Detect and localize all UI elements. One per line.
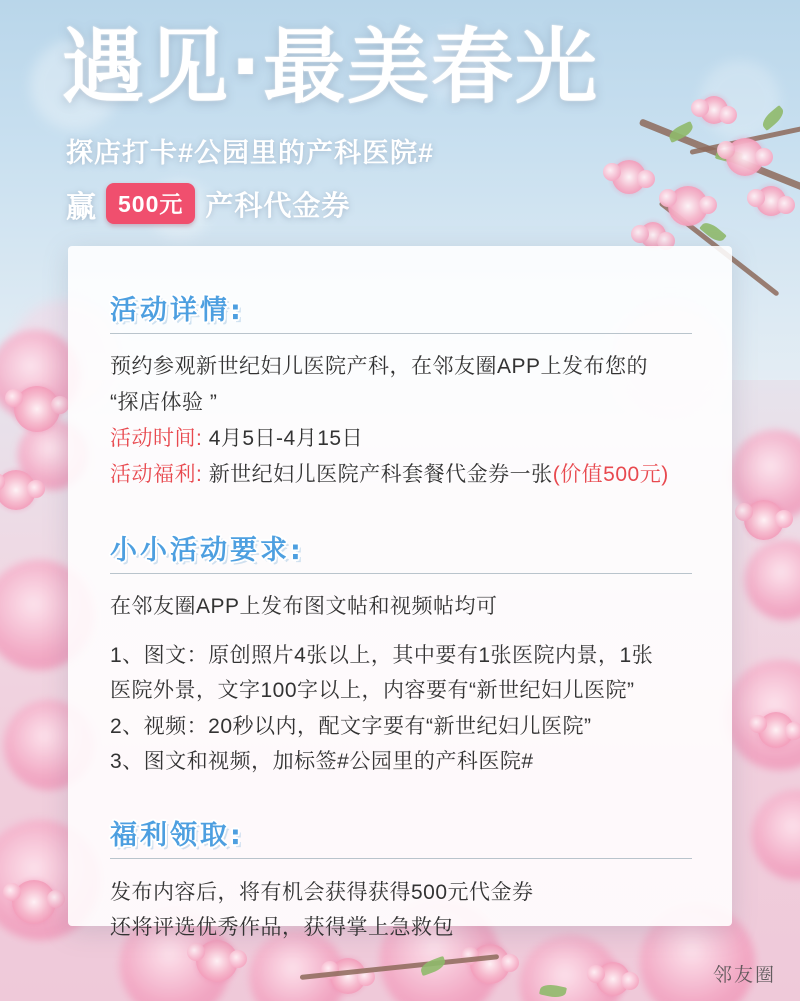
requirement-intro: 在邻友圈APP上发布图文帖和视频帖均可 [110, 595, 498, 619]
prize-line [66, 182, 682, 226]
subtitle: 探店打卡#公园里的产科医院# [66, 137, 435, 168]
blossom [470, 944, 510, 984]
detail-kv-row [110, 422, 692, 456]
list-item: 3、图文和视频，加标签#公园里的产科医院# [110, 749, 534, 773]
reward-line: 发布内容后，将有机会获得获得500元代金券 [110, 881, 534, 905]
detail-kv-value: 新世纪妇儿医院产科套餐代金券一张 [208, 463, 553, 487]
section-divider [110, 333, 692, 334]
blossom [596, 962, 630, 996]
section-requirements [110, 528, 692, 779]
watermark-label: 邻友圈 [712, 965, 776, 986]
requirement-list [110, 638, 692, 779]
blossom [196, 940, 238, 982]
spacer [110, 779, 692, 813]
blossom [700, 96, 728, 124]
page-title: 遇见·最美春光 [62, 20, 600, 115]
section-activity-details [110, 288, 692, 492]
blossom [14, 386, 60, 432]
blossom [744, 500, 784, 540]
section-heading: 福利领取: [110, 820, 244, 852]
section-divider [110, 858, 692, 859]
list-item: 1、图文：原创照片4张以上，其中要有1张医院内景，1张 [110, 644, 654, 668]
poster-header [62, 20, 682, 226]
detail-line: “探店体验 ” [110, 391, 218, 415]
detail-kv-label: 活动福利: [110, 463, 203, 487]
list-item: 医院外景，文字100字以上，内容要有“新世纪妇儿医院” [110, 679, 635, 703]
blossom [758, 712, 794, 748]
section-heading: 活动详情: [110, 295, 244, 326]
prize-suffix: 产科代金券 [205, 189, 351, 221]
prize-prefix: 赢 [66, 190, 96, 224]
prize-badge: 500元 [106, 183, 195, 224]
spacer [110, 494, 692, 528]
list-item: 2、视频：20秒以内，配文字要有“新世纪妇儿医院” [110, 714, 592, 738]
detail-kv-value: 4月5日-4月15日 [208, 427, 364, 451]
detail-kv-label: 活动时间: [110, 427, 203, 451]
reward-line: 还将评选优秀作品，获得掌上急救包 [110, 916, 454, 940]
blossom [756, 186, 786, 216]
detail-line: 预约参观新世纪妇儿医院产科，在邻友圈APP上发布您的 [110, 355, 649, 378]
section-rewards [110, 813, 692, 946]
blossom [640, 222, 666, 248]
section-divider [110, 573, 692, 574]
detail-kv-value-extra: (价值500元) [552, 463, 669, 487]
detail-kv-row [110, 458, 692, 492]
blossom [12, 880, 56, 924]
content-card [68, 246, 732, 940]
section-heading: 小小活动要求: [110, 535, 304, 567]
blossom [726, 138, 764, 176]
